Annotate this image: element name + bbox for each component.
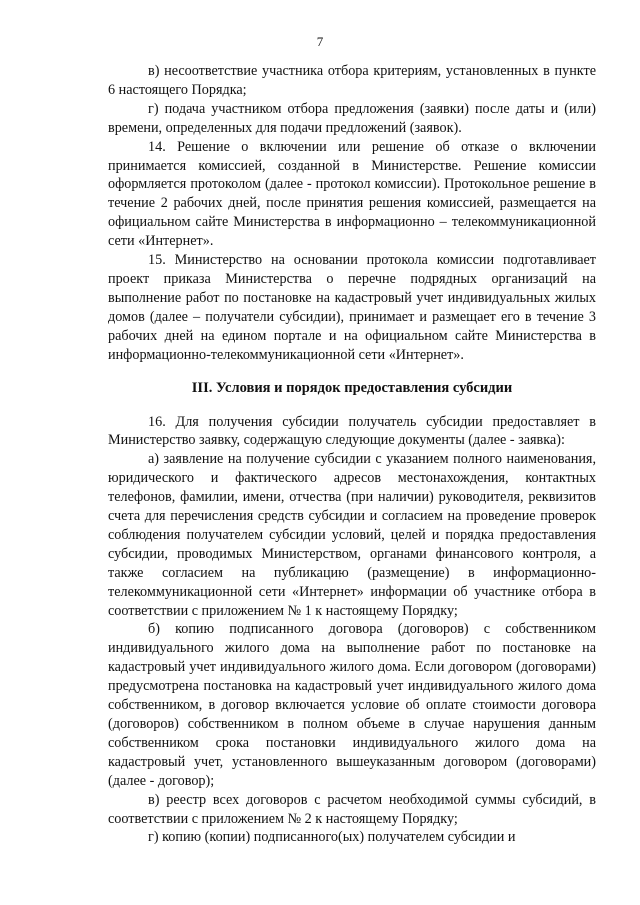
document-body — [108, 62, 596, 847]
section-heading: III. Условия и порядок предоставления субсидии — [191, 379, 513, 396]
paragraph-16-item-v: в) реестр всех договоров с расчетом необходимой суммы субсидий, в соответствии с приложением № 2 к настоящему Порядку; — [108, 791, 596, 827]
paragraph-15: 15. Министерство на основании протокола комиссии подготавливает проект приказа Министерства о перечне подрядных организаций на выполнение работ по постановке на кадастровый учет индивидуальных жилых домов (далее – получатели субсидии), принимает и размещает его в течение 3 рабочих дней на едином портале и на официальном сайте Министерства в информационно-телекоммуникационной сети «Интернет». — [108, 252, 596, 363]
paragraph-16-item-g: г) копию (копии) подписанного(ых) получателем субсидии и — [148, 829, 516, 846]
paragraph-14: 14. Решение о включении или решение об отказе о включении принимается комиссией, созданной в Министерстве. Решение комиссии оформляется протоколом (далее - протокол комиссии). Протокольное решение в течение 2 рабочих дней, после принятия решения комиссией, размещается на официальном сайте Министерства в информационно – телекоммуникационной сети «Интернет». — [108, 138, 596, 250]
page-number: 7 — [316, 34, 324, 49]
paragraph-item-v: в) несоответствие участника отбора критериям, установленных в пункте 6 настоящего Порядка; — [108, 63, 596, 98]
paragraph-item-g: г) подача участником отбора предложения (заявки) после даты и (или) времени, определенных для подачи предложений (заявок). — [108, 100, 596, 136]
paragraph-16-item-b: б) копию подписанного договора (договоров) с собственником индивидуального жилого дома на выполнение работ по постановке на кадастровый учет индивидуального жилого дома. Если договором (договорами) предусмотрена постановка на кадастровый учет индивидуального жилого дома собственником, в договор включается условие об оплате стоимости договора (договоров) собственником в полном объеме в случае нарушения данным собственником срока постановки индивидуального жилого дома на кадастровый учет, установленного вышеуказанным договором (договорами) (далее - договор); — [108, 621, 596, 789]
paragraph-16: 16. Для получения субсидии получатель субсидии предоставляет в Министерство заявку, содержащую следующие документы (далее - заявка): — [108, 413, 596, 449]
paragraph-16-item-a: а) заявление на получение субсидии с указанием полного наименования, юридического и фактического адресов местонахождения, контактных телефонов, фамилии, имени, отчества (при наличии) руководителя, реквизитов счета для перечисления средств субсидии и согласием на проведение проверок соблюдения получателем субсидии условий, целей и порядка предоставления субсидии, проводимых Министерством, органами финансового контроля, а также согласием на публикацию (размещение) в информационно-телекоммуникационной сети «Интернет» информации об участнике отбора в соответствии с приложением № 1 к настоящему Порядку; — [108, 451, 596, 619]
